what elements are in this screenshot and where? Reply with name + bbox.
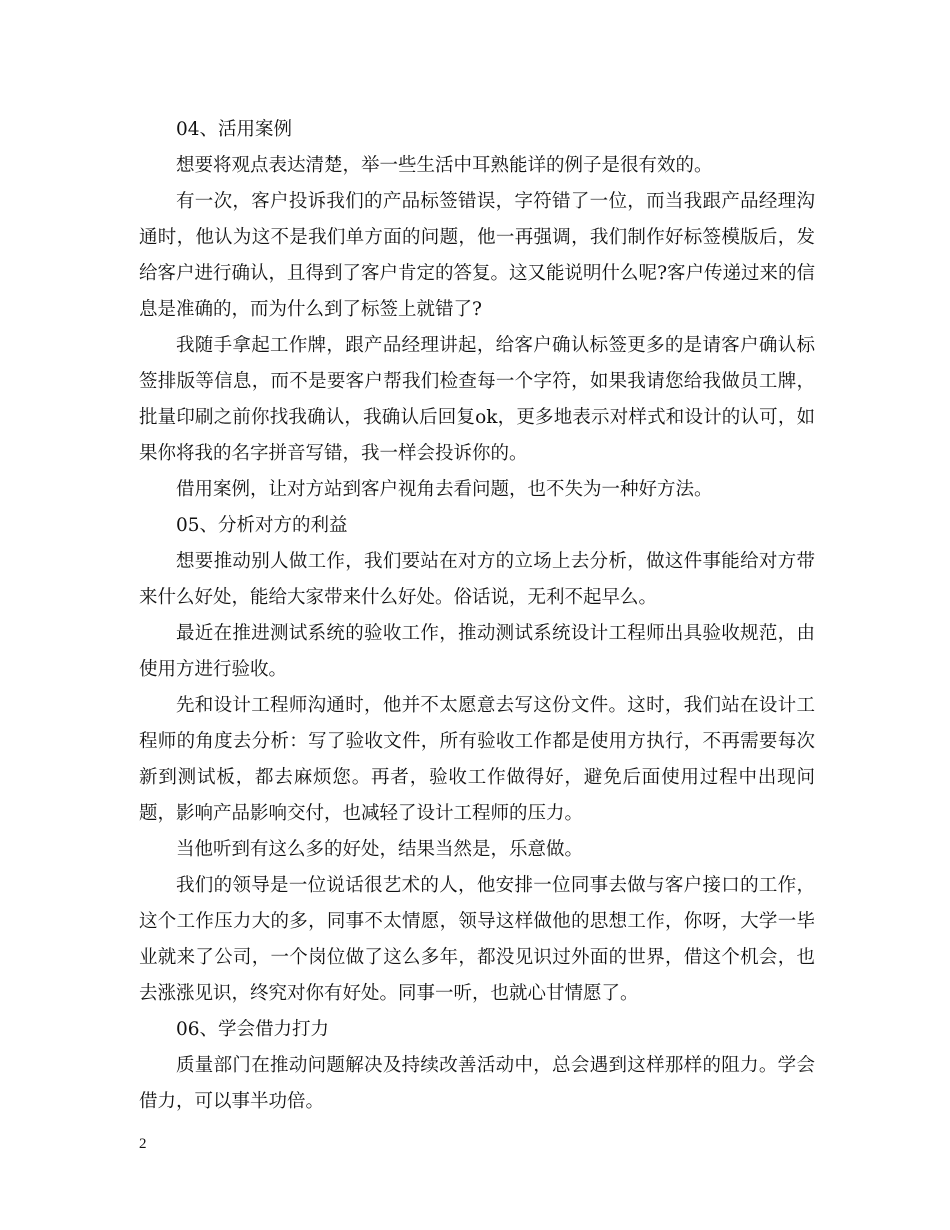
paragraph: 我随手拿起工作牌，跟产品经理讲起，给客户确认标签更多的是请客户确认标签排版等信息，而不是要客户帮我们检查每一个字符，如果我请您给我做员工牌，批量印刷之前你找我确认，我确认后回复ok，更多地表示对样式和设计的认可，如果你将我的名字拼音写错，我一样会投诉你的。	[139, 335, 815, 464]
page-number: 2	[139, 1136, 147, 1152]
section-heading-04: 04、活用案例	[176, 119, 293, 140]
paragraph: 有一次，客户投诉我们的产品标签错误，字符错了一位，而当我跟产品经理沟通时，他认为这不是我们单方面的问题，他一再强调，我们制作好标签模版后，发给客户进行确认，且得到了客户肯定的答复。这又能说明什么呢?客户传递过来的信息是准确的，而为什么到了标签上就错了?	[139, 191, 815, 320]
paragraph: 想要将观点表达清楚，举一些生活中耳熟能详的例子是很有效的。	[176, 155, 713, 176]
paragraph: 想要推动别人做工作，我们要站在对方的立场上去分析，做这件事能给对方带来什么好处，能给大家带来什么好处。俗话说，无利不起早么。	[139, 551, 815, 608]
document-body	[139, 112, 815, 1120]
paragraph: 我们的领导是一位说话很艺术的人，他安排一位同事去做与客户接口的工作，这个工作压力大的多，同事不太情愿，领导这样做他的思想工作，你呀，大学一毕业就来了公司，一个岗位做了这么多年，都没见识过外面的世界，借这个机会，也去涨涨见识，终究对你有好处。同事一听，也就心甘情愿了。	[139, 875, 815, 1004]
section-heading-06: 06、学会借力打力	[176, 1019, 330, 1040]
paragraph: 最近在推进测试系统的验收工作，推动测试系统设计工程师出具验收规范，由使用方进行验收。	[139, 623, 815, 680]
section-heading-05: 05、分析对方的利益	[176, 515, 348, 536]
paragraph: 当他听到有这么多的好处，结果当然是，乐意做。	[176, 839, 584, 860]
paragraph: 质量部门在推动问题解决及持续改善活动中，总会遇到这样那样的阻力。学会借力，可以事半功倍。	[139, 1055, 815, 1112]
paragraph: 先和设计工程师沟通时，他并不太愿意去写这份文件。这时，我们站在设计工程师的角度去分析：写了验收文件，所有验收工作都是使用方执行，不再需要每次新到测试板，都去麻烦您。再者，验收工作做得好，避免后面使用过程中出现问题，影响产品影响交付，也减轻了设计工程师的压力。	[139, 695, 815, 824]
paragraph: 借用案例，让对方站到客户视角去看问题，也不失为一种好方法。	[176, 479, 713, 500]
